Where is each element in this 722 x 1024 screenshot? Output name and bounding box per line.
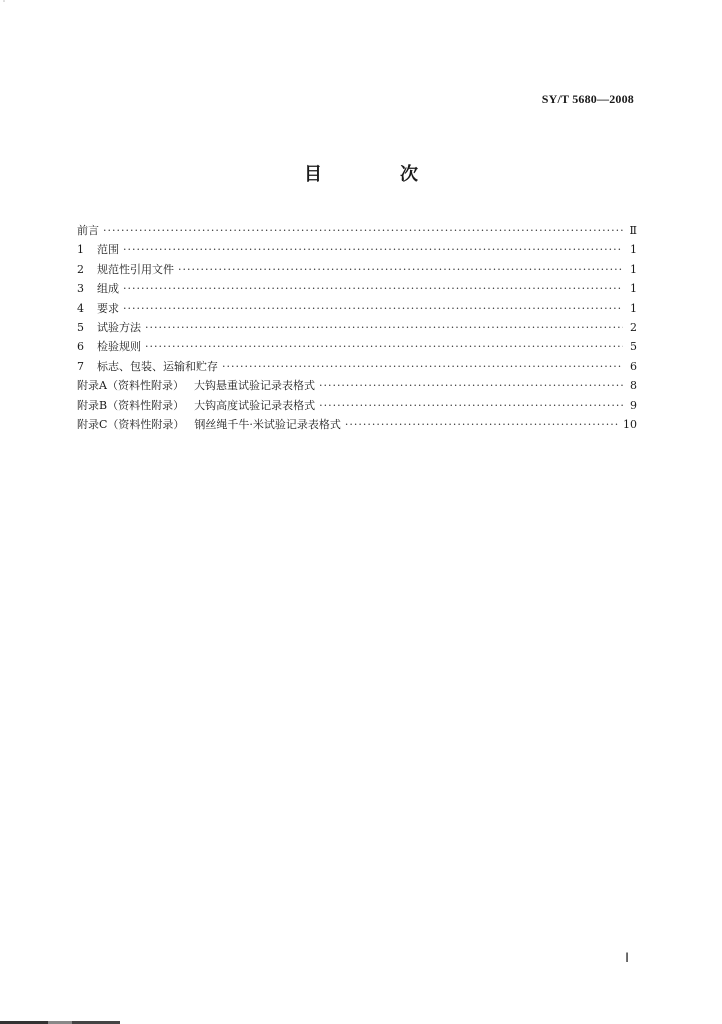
toc-entry-page: 1 bbox=[630, 301, 637, 315]
toc-leader-dots bbox=[123, 302, 623, 315]
toc-entry-page: 1 bbox=[630, 262, 637, 276]
toc-entry-label: 检验规则 bbox=[97, 340, 141, 354]
toc-entry-number: 3 bbox=[77, 282, 84, 296]
toc-leader-dots bbox=[319, 399, 623, 412]
toc-entry-label: 钢丝绳千牛·米试验记录表格式 bbox=[194, 417, 341, 431]
table-of-contents bbox=[77, 222, 637, 435]
toc-entry-number: 2 bbox=[77, 262, 84, 276]
standard-code: SY/T 5680—2008 bbox=[541, 92, 634, 106]
toc-entry-1[interactable] bbox=[77, 241, 637, 260]
toc-entry-label: 要求 bbox=[97, 301, 119, 315]
toc-leader-dots bbox=[145, 321, 623, 334]
toc-entry-label: 标志、包装、运输和贮存 bbox=[97, 359, 218, 373]
scan-corner-mark: ˙ bbox=[2, 0, 6, 9]
toc-entry-label: 规范性引用文件 bbox=[97, 262, 174, 276]
toc-entry-number: 1 bbox=[77, 243, 84, 257]
toc-entry-page: 1 bbox=[630, 282, 637, 296]
toc-entry-page: 10 bbox=[623, 417, 637, 431]
toc-leader-dots bbox=[123, 243, 623, 256]
toc-entry-annex-c[interactable] bbox=[77, 416, 637, 435]
toc-entry-annex-a[interactable] bbox=[77, 377, 637, 396]
toc-entry-2[interactable] bbox=[77, 261, 637, 280]
toc-entry-5[interactable] bbox=[77, 319, 637, 338]
toc-entry-label: 大钩高度试验记录表格式 bbox=[194, 398, 316, 412]
toc-leader-dots bbox=[178, 263, 623, 276]
toc-entry-7[interactable] bbox=[77, 358, 637, 377]
toc-entry-page: 5 bbox=[630, 340, 637, 354]
toc-entry-number: 6 bbox=[77, 340, 84, 354]
toc-leader-dots bbox=[345, 418, 619, 431]
toc-entry-page: 1 bbox=[630, 243, 637, 257]
toc-entry-label: 前言 bbox=[77, 224, 99, 237]
toc-entry-page: Ⅱ bbox=[629, 224, 637, 237]
toc-entry-label: 大钩悬重试验记录表格式 bbox=[193, 379, 315, 393]
toc-entry-page: 8 bbox=[630, 379, 637, 393]
toc-entry-page: 2 bbox=[630, 320, 637, 334]
toc-leader-dots bbox=[103, 224, 623, 237]
toc-entry-4[interactable] bbox=[77, 300, 637, 319]
toc-leader-dots bbox=[319, 379, 623, 392]
toc-entry-number: 4 bbox=[77, 301, 84, 315]
toc-entry-3[interactable] bbox=[77, 280, 637, 299]
toc-entry-label: 试验方法 bbox=[97, 320, 141, 334]
toc-leader-dots bbox=[222, 360, 623, 373]
page-number: Ⅰ bbox=[625, 950, 629, 965]
toc-entry-page: 6 bbox=[630, 359, 637, 373]
annex-prefix: 附录B（资料性附录） bbox=[77, 398, 185, 412]
annex-prefix: 附录C（资料性附录） bbox=[77, 417, 185, 431]
toc-leader-dots bbox=[123, 282, 623, 295]
toc-entry-foreword[interactable] bbox=[77, 222, 637, 241]
annex-prefix: 附录A（资料性附录） bbox=[77, 379, 184, 393]
toc-entry-number: 5 bbox=[77, 320, 84, 334]
toc-entry-number: 7 bbox=[77, 359, 84, 373]
toc-entry-page: 9 bbox=[630, 398, 637, 412]
toc-entry-label: 组成 bbox=[97, 282, 119, 296]
toc-entry-label: 范围 bbox=[97, 243, 119, 257]
toc-leader-dots bbox=[145, 340, 623, 353]
toc-entry-annex-b[interactable] bbox=[77, 397, 637, 416]
toc-entry-6[interactable] bbox=[77, 338, 637, 357]
page-title: 目 次 bbox=[304, 164, 448, 185]
